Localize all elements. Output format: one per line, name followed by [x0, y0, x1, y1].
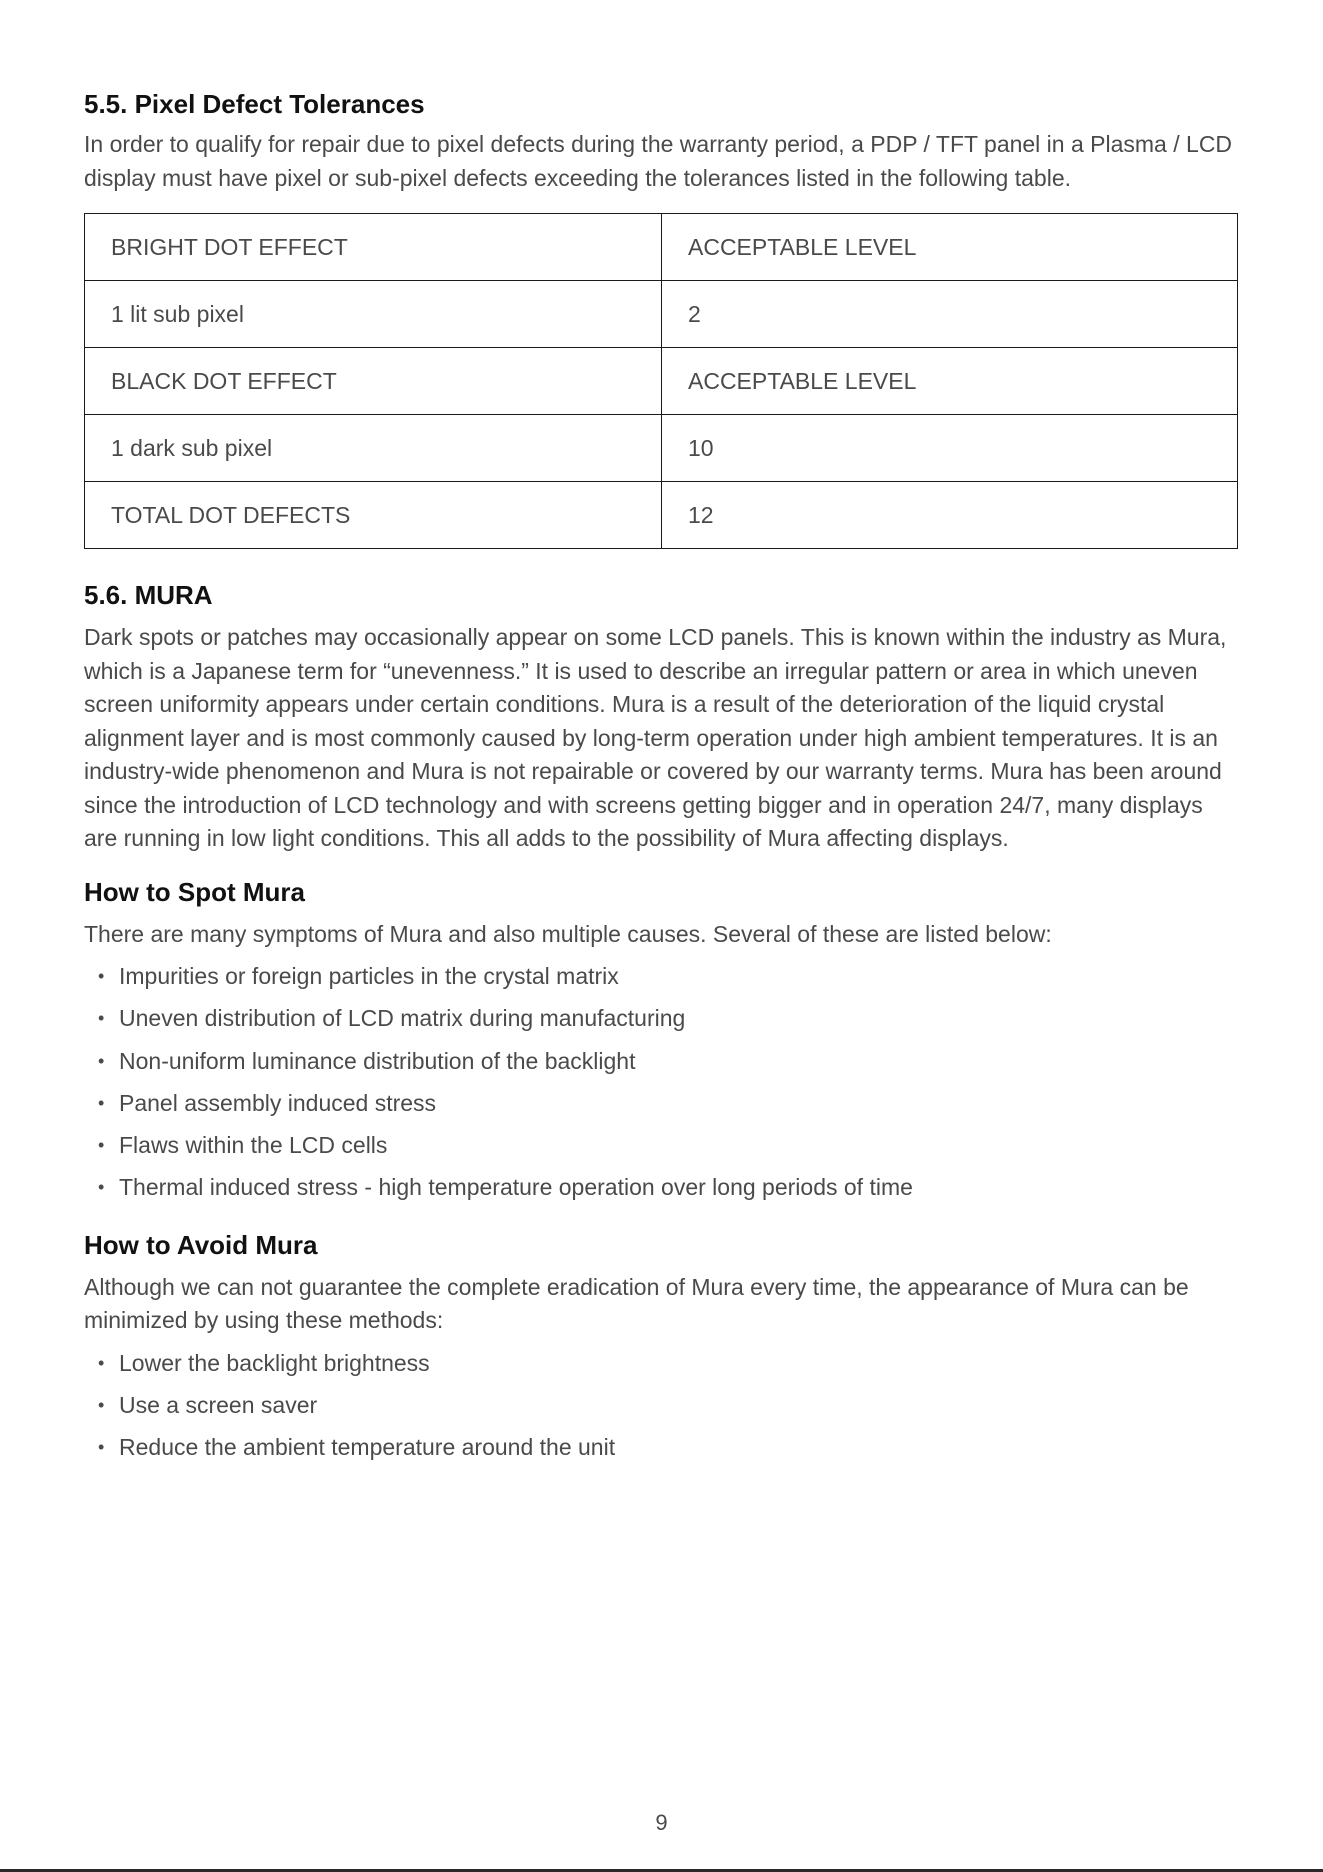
table-row [85, 415, 1238, 482]
list-item-text: Flaws within the LCD cells [119, 1132, 388, 1159]
list-item [84, 1082, 1238, 1124]
list-item-text: Panel assembly induced stress [119, 1089, 437, 1116]
list-item [84, 1426, 1238, 1468]
list-item-text: Non-uniform luminance distribution of the backlight [119, 1047, 636, 1074]
table-cell-defect-type: TOTAL DOT DEFECTS [85, 482, 662, 549]
mura-symptoms-list [84, 955, 1238, 1209]
bullet-icon: • [98, 1437, 105, 1458]
how-to-avoid-intro-paragraph: Although we can not guarantee the complete eradication of Mura every time, the appearance of Mura can be minimized by using these methods: [84, 1273, 1189, 1334]
bullet-icon: • [98, 1135, 105, 1156]
list-item-text: Uneven distribution of LCD matrix during manufacturing [119, 1005, 686, 1032]
mura-description-paragraph: Dark spots or patches may occasionally appear on some LCD panels. This is known within the industry as Mura, which is a Japanese term for “unevenness.” It is used to describe an irregular pattern or area in which uneven screen uniformity appears under certain conditions. Mura is a result of the deterioration of the liquid crystal alignment layer and is most commonly caused by long-term operation under high ambient temperatures. It is an industry-wide phenomenon and Mura is not repairable or covered by our warranty terms. Mura has been around since the introduction of LCD technology and with screens getting bigger and in operation 24/7, many displays are running in low light conditions. This all adds to the possibility of Mura affecting displays. [84, 624, 1227, 851]
table-cell-acceptable-level: 12 [662, 482, 1238, 549]
table-row [85, 482, 1238, 549]
table-cell-acceptable-level: 2 [662, 281, 1238, 348]
list-item [84, 955, 1238, 997]
subheading-how-to-spot-mura: How to Spot Mura [84, 876, 305, 907]
table-cell-acceptable-level: ACCEPTABLE LEVEL [662, 348, 1238, 415]
list-item-text: Impurities or foreign particles in the crystal matrix [119, 963, 619, 989]
list-item-text: Lower the backlight brightness [119, 1349, 430, 1376]
list-item [84, 1166, 1238, 1208]
list-item [84, 1384, 1238, 1426]
bullet-icon: • [98, 1008, 105, 1029]
section-heading-mura: 5.6. MURA [84, 580, 213, 610]
bullet-icon: • [98, 1050, 105, 1071]
table-cell-defect-type: 1 dark sub pixel [85, 415, 662, 482]
bullet-icon: • [98, 1092, 105, 1113]
table-cell-defect-type: BLACK DOT EFFECT [85, 348, 662, 415]
table-cell-defect-type: BRIGHT DOT EFFECT [85, 214, 662, 281]
table-row [85, 281, 1238, 348]
subheading-how-to-avoid-mura: How to Avoid Mura [84, 1229, 318, 1260]
list-item [84, 1342, 1238, 1384]
how-to-spot-intro-paragraph: There are many symptoms of Mura and also multiple causes. Several of these are listed below: [84, 920, 1052, 947]
bullet-icon: • [98, 1395, 105, 1416]
table-row [85, 214, 1238, 281]
table-cell-acceptable-level: 10 [662, 415, 1238, 482]
bullet-icon: • [98, 1177, 105, 1198]
table-row [85, 348, 1238, 415]
table-cell-defect-type: 1 lit sub pixel [85, 281, 662, 348]
list-item [84, 997, 1238, 1039]
pixel-defect-tolerance-table [84, 213, 1238, 549]
page-number: 9 [655, 1810, 668, 1835]
list-item-text: Reduce the ambient temperature around the unit [119, 1434, 616, 1461]
section-heading-pixel-defect-tolerances: 5.5. Pixel Defect Tolerances [84, 89, 425, 119]
bullet-icon: • [98, 1352, 105, 1373]
bullet-icon: • [98, 966, 105, 986]
list-item-text: Thermal induced stress - high temperature operation over long periods of time [119, 1174, 913, 1201]
mura-avoidance-list [84, 1342, 1238, 1469]
list-item-text: Use a screen saver [119, 1392, 318, 1419]
pixel-defect-intro-paragraph: In order to qualify for repair due to pixel defects during the warranty period, a PDP / TFT panel in a Plasma / LCD display must have pixel or sub-pixel defects exceeding the tolerances listed in the following table. [84, 131, 1233, 191]
document-page [84, 84, 1238, 1469]
table-cell-acceptable-level: ACCEPTABLE LEVEL [662, 214, 1238, 281]
list-item [84, 1124, 1238, 1166]
list-item [84, 1040, 1238, 1082]
